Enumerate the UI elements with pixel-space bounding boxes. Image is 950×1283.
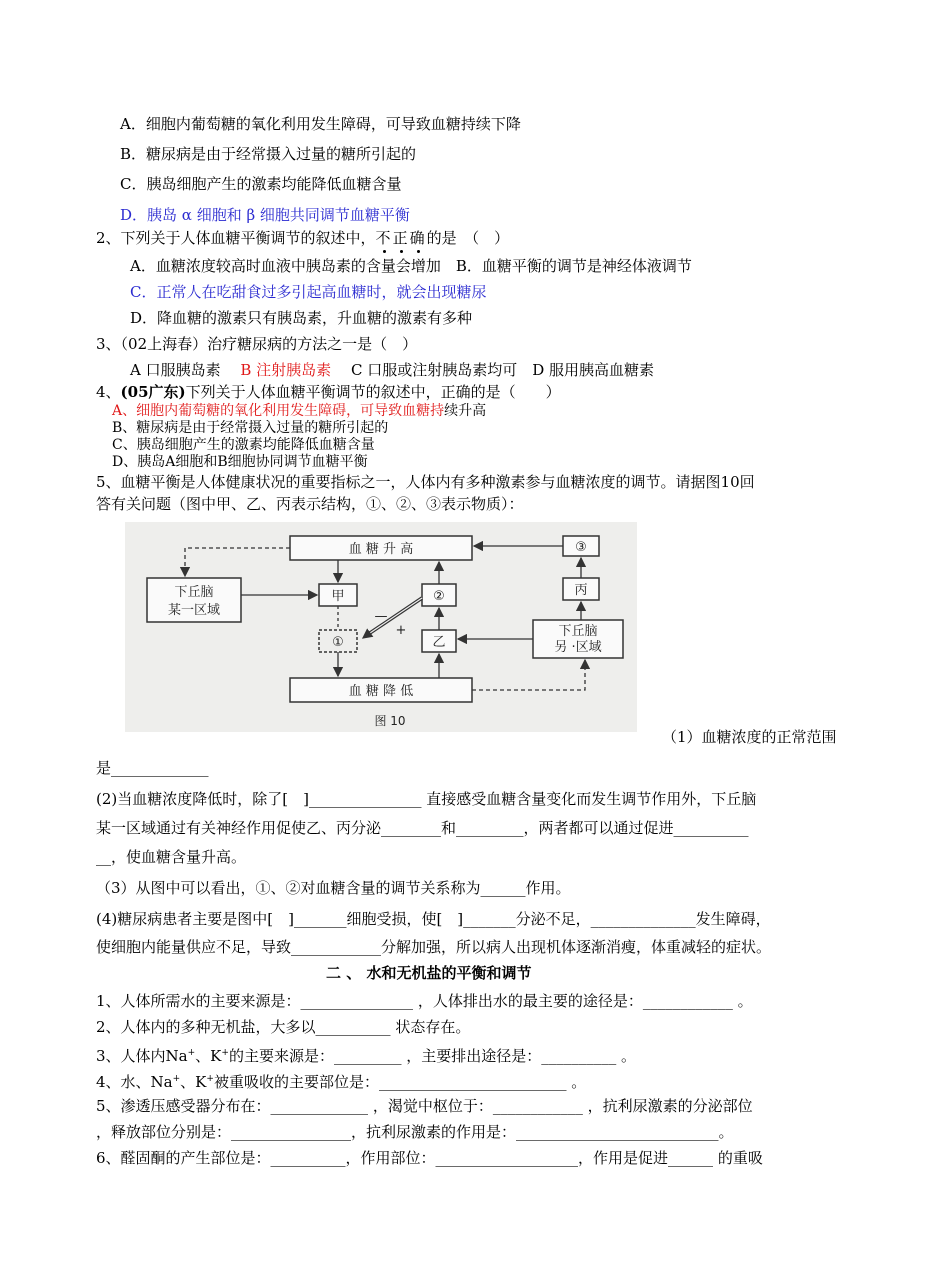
q4-option-d: D、胰岛A细胞和B细胞协同调节血糖平衡 xyxy=(112,454,368,470)
q4-stem: 4、(05广东)下列关于人体血糖平衡调节的叙述中，正确的是（ ） xyxy=(96,383,561,401)
q1-option-c: C．胰岛细胞产生的激素均能降低血糖含量 xyxy=(120,175,402,193)
q5-line1: 5、血糖平衡是人体健康状况的重要指标之一，人体内有多种激素参与血糖浓度的调节。请据图10回 xyxy=(96,473,755,491)
q2-option-c: C．正常人在吃甜食过多引起高血糖时，就会出现糖尿 xyxy=(130,283,487,301)
q4-option-a: A、细胞内葡萄糖的氧化利用发生障碍，可导致血糖持续升高 xyxy=(112,403,487,419)
label-m3: ③ xyxy=(575,540,587,555)
q3-options xyxy=(130,360,654,380)
q3-option-b: B 注射胰岛素 xyxy=(240,361,332,379)
q1-option-a: A．细胞内葡萄糖的氧化利用发生障碍，可导致血糖持续下降 xyxy=(120,115,521,133)
section2-line6: 6、醛固酮的产生部位是：__________，作用部位：___________________，作用是促进______ 的重吸 xyxy=(96,1149,763,1167)
q2-stem: 2、下列关于人体血糖平衡调节的叙述中，不正确的是 （ ） xyxy=(96,229,510,247)
label-hypothalamus-1-l1: 下丘脑 xyxy=(174,585,214,600)
q5-part4-l1: (4)糖尿病患者主要是图中[ ]_______细胞受损，使[ ]_______分泌不足，______________发生障碍， xyxy=(96,910,771,928)
q5-part3: （3）从图中可以看出，①、②对血糖含量的调节关系称为______作用。 xyxy=(96,879,571,897)
figure-caption: 图 10 xyxy=(374,714,406,728)
q2-option-d: D．降血糖的激素只有胰岛素，升血糖的激素有多种 xyxy=(130,309,473,327)
label-m1: ① xyxy=(332,635,344,650)
q4-option-c: C、胰岛细胞产生的激素均能降低血糖含量 xyxy=(112,437,375,453)
label-yi: 乙 xyxy=(432,635,446,650)
q4-option-b: B、糖尿病是由于经常摄入过量的糖所引起的 xyxy=(112,420,389,436)
emphasis-char: 正 xyxy=(392,229,410,247)
label-hypothalamus-2-l2: 另 ·区域 xyxy=(554,640,602,655)
section2-line1: 1、人体所需水的主要来源是：_______________ ，人体排出水的最主要的途径是：____________ 。 xyxy=(96,992,753,1010)
figure-10 xyxy=(125,522,637,732)
q3-option-a: A 口服胰岛素 xyxy=(130,361,221,379)
q3-option-d: D 服用胰高血糖素 xyxy=(532,361,655,379)
label-minus: — xyxy=(374,609,388,624)
q2-option-ab: A．血糖浓度较高时血液中胰岛素的含量会增加 B．血糖平衡的调节是神经体液调节 xyxy=(130,257,692,275)
section2-line5a: 5、渗透压感受器分布在：_____________ ，渴觉中枢位于：____________ ，抗利尿激素的分泌部位 xyxy=(96,1097,753,1115)
q1-option-b: B．糖尿病是由于经常摄入过量的糖所引起的 xyxy=(120,145,417,163)
q3-stem: 3、（02上海春）治疗糖尿病的方法之一是（ ） xyxy=(96,335,418,353)
q5-line2: 答有关问题（图中甲、乙、丙表示结构，①、②、③表示物质）： xyxy=(96,495,524,513)
figure-10-svg xyxy=(125,522,637,732)
q5-part1-b: 是_____________ xyxy=(96,759,209,777)
section2-line4: 4、水、Na+、K+被重吸收的主要部位是：_________________________ 。 xyxy=(96,1073,587,1091)
emphasis-char: 不 xyxy=(375,229,393,247)
q3-option-c: C 口服或注射胰岛素均可 xyxy=(350,361,518,379)
q5-part2-l3: __，使血糖含量升高。 xyxy=(96,848,247,866)
label-hypothalamus-1-l2: 某一区域 xyxy=(167,603,221,618)
q5-part2-l1: (2)当血糖浓度降低时，除了[ ]_______________ 直接感受血糖含量变化而发生调节作用外，下丘脑 xyxy=(96,790,757,808)
label-blood-sugar-up: 血 糖 升 高 xyxy=(348,542,414,557)
label-blood-sugar-down: 血 糖 降 低 xyxy=(348,684,414,699)
label-plus: + xyxy=(395,623,407,638)
q2-emphasis xyxy=(376,229,427,247)
emphasis-char: 确 xyxy=(409,229,427,247)
label-jia: 甲 xyxy=(331,589,345,604)
section2-line5b: ，释放部位分别是：________________，抗利尿激素的作用是：___________________________。 xyxy=(96,1123,734,1141)
section2-title: 二 、 水和无机盐的平衡和调节 xyxy=(326,964,532,982)
label-hypothalamus-2-l1: 下丘脑 xyxy=(558,624,598,639)
label-bing: 丙 xyxy=(574,583,588,598)
q5-part2-l2: 某一区域通过有关神经作用促使乙、丙分泌________和_________，两者都可以通过促进__________ xyxy=(96,819,749,837)
q5-part4-l2: 使细胞内能量供应不足，导致____________分解加强，所以病人出现机体逐渐消瘦，体重减轻的症状。 xyxy=(96,938,772,956)
section2-line2: 2、人体内的多种无机盐，大多以__________ 状态存在。 xyxy=(96,1018,471,1036)
q1-option-d: D．胰岛 α 细胞和 β 细胞共同调节血糖平衡 xyxy=(120,206,410,224)
section2-line3: 3、人体内Na+、K+的主要来源是：_________ ，主要排出途径是：__________ 。 xyxy=(96,1047,636,1065)
label-m2: ② xyxy=(433,589,445,604)
q5-part1-a: （1）血糖浓度的正常范围 xyxy=(662,728,837,746)
